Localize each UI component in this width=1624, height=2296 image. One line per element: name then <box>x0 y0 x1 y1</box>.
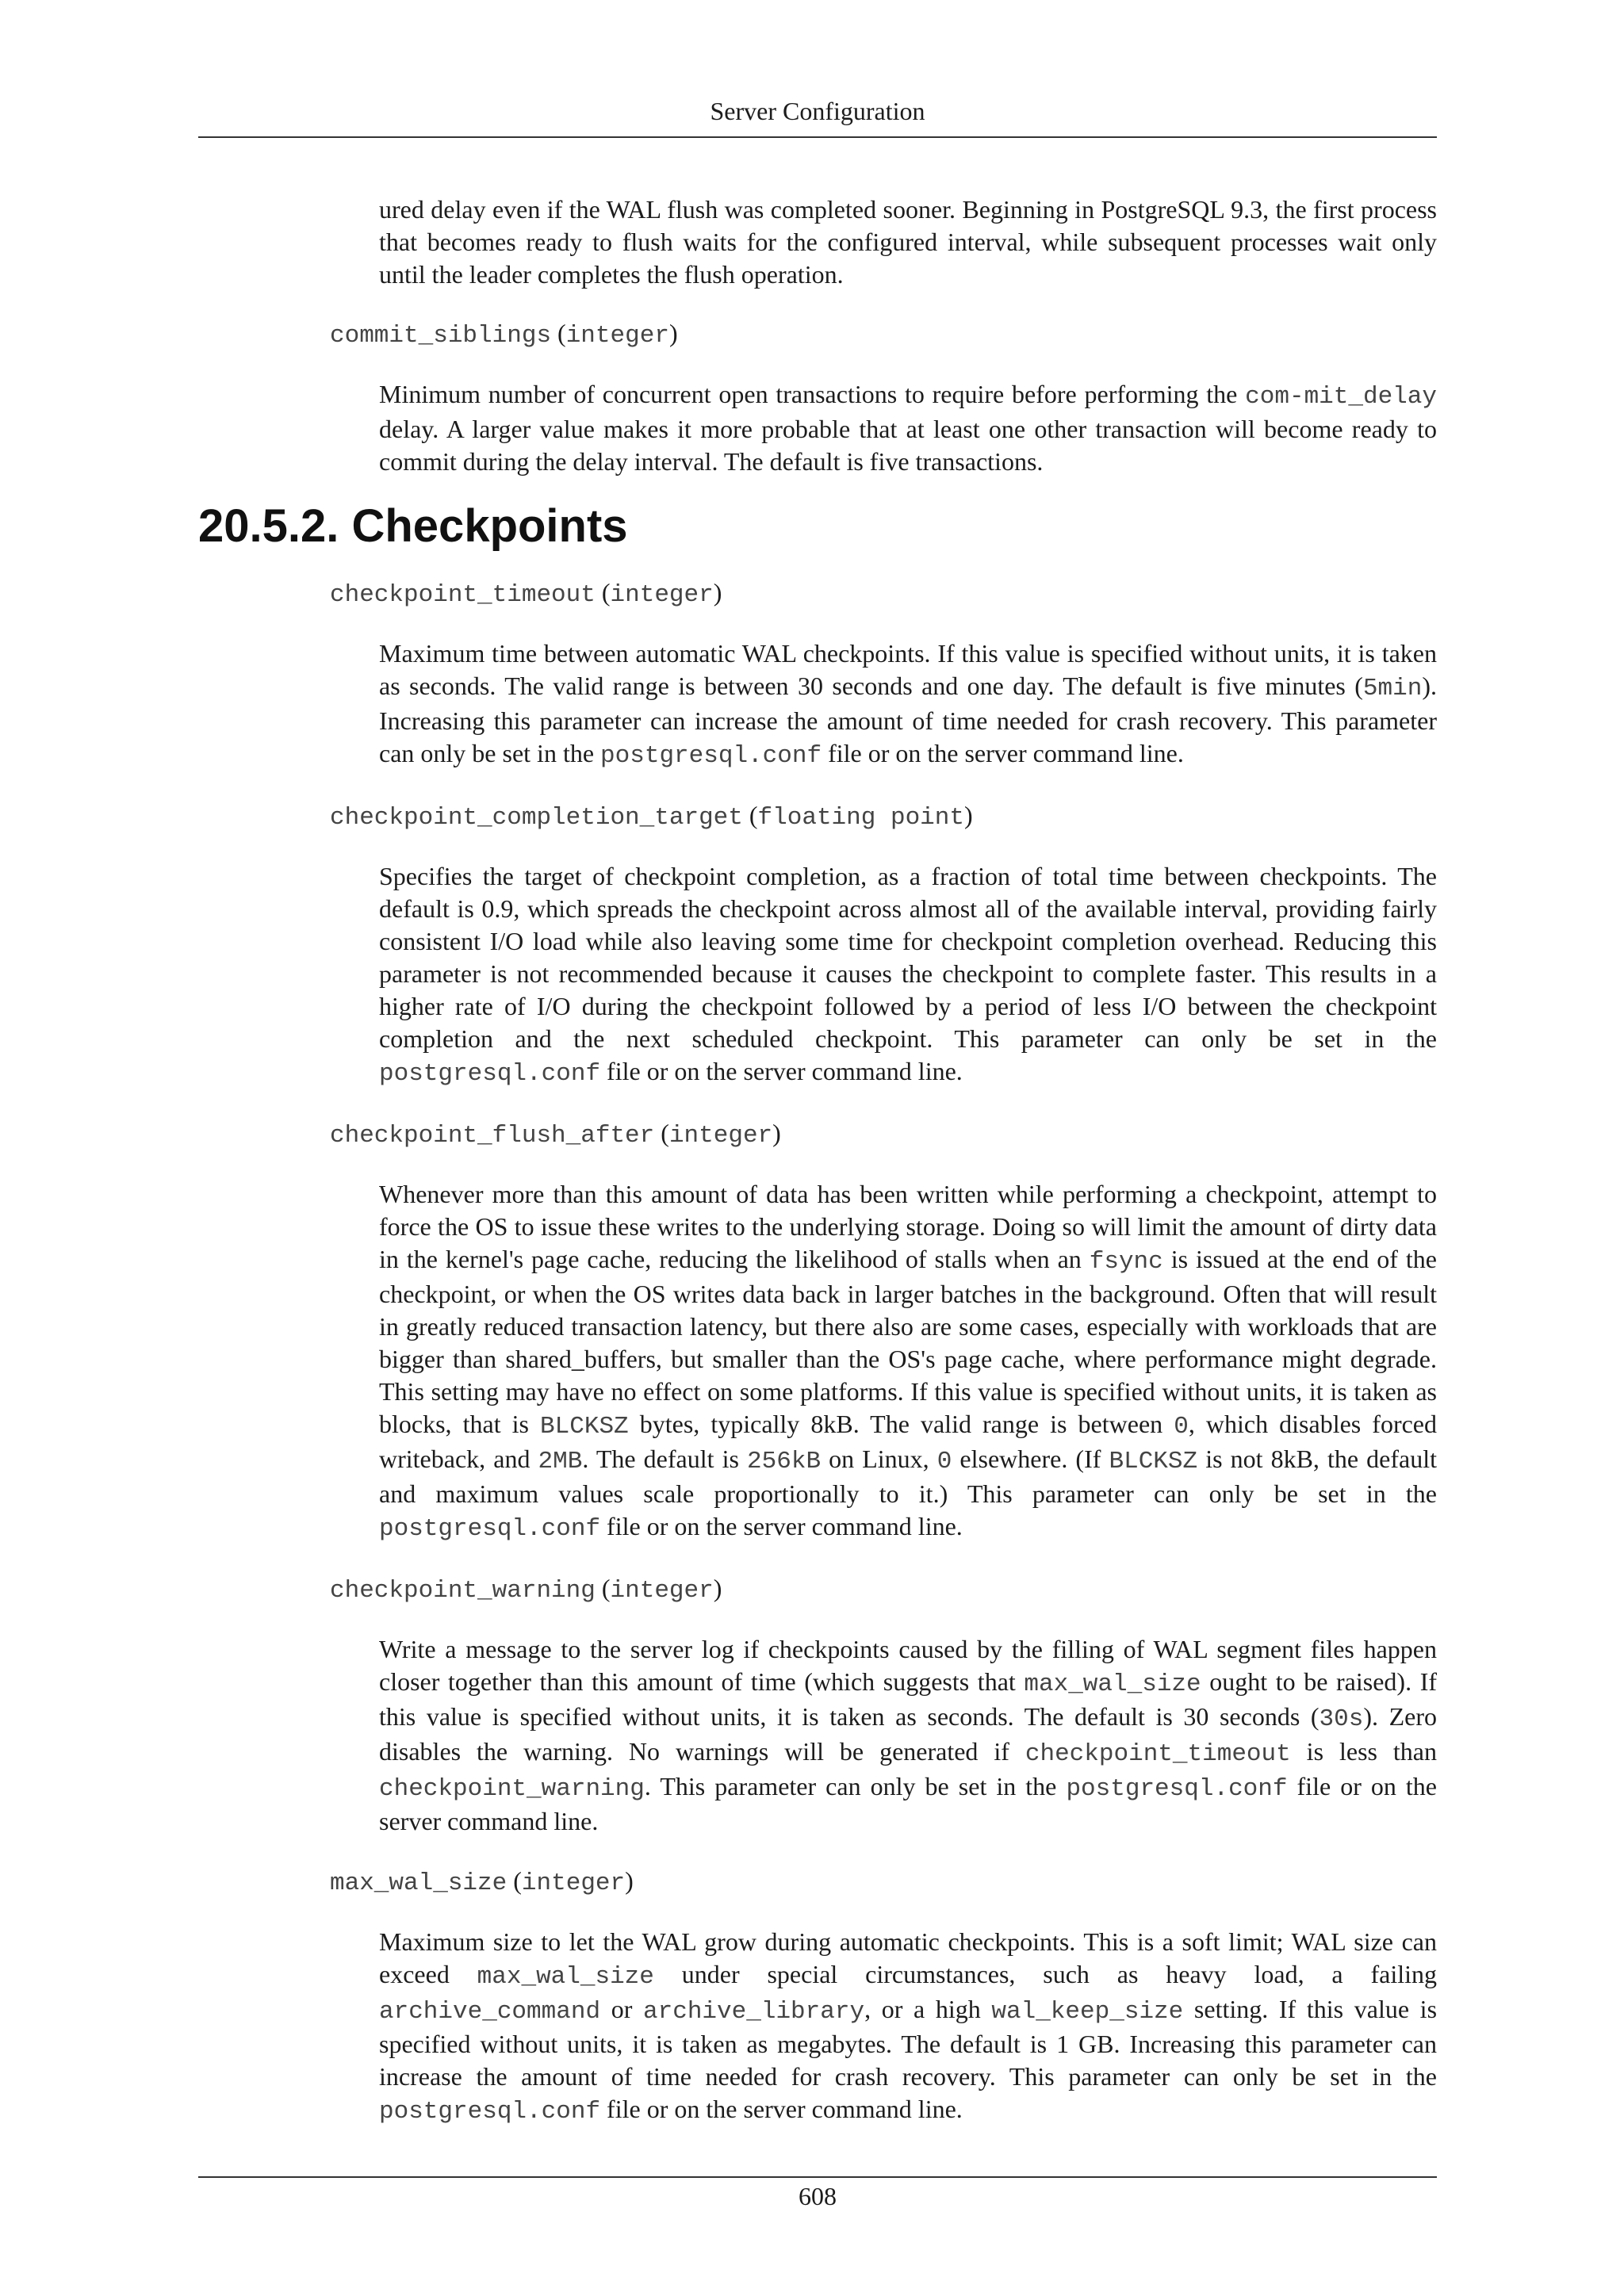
desc-text: Maximum time between automatic WAL checkpoints. If this value is specified without units, it is taken as seconds. The valid range is between 30 seconds and one day. The default is five minutes ( <box>379 639 1437 700</box>
desc-text: or <box>600 1995 644 2023</box>
desc-text: . This parameter can only be set in the <box>644 1772 1067 1800</box>
param-name: checkpoint_flush_after <box>330 1122 655 1150</box>
desc-text: elsewhere. (If <box>952 1445 1109 1473</box>
inline-code: com-​mit_delay <box>1245 383 1437 411</box>
desc-text: is less than <box>1290 1737 1438 1766</box>
inline-code: fsync <box>1089 1248 1163 1276</box>
running-header: Server Configuration <box>710 97 925 125</box>
inline-code: BLCKSZ <box>1109 1448 1198 1475</box>
desc-text: is not 8kB, the default and maximum values scale proportionally to it.) This parameter can only be set in the <box>379 1445 1438 1508</box>
desc-text: file or on the server command line. <box>379 1772 1438 1835</box>
header-rule <box>198 136 1437 138</box>
desc-text: file or on the server command line. <box>600 2095 963 2123</box>
inline-code: checkpoint_warning <box>379 1775 645 1803</box>
param-type: integer <box>565 322 669 350</box>
desc-text: . The default is <box>582 1445 748 1473</box>
param-term-checkpoint-completion-target: checkpoint_completion_target (floating point) <box>330 801 973 832</box>
inline-code: 30s <box>1319 1705 1364 1733</box>
desc-text: Whenever more than this amount of data has been written while performing a checkpoint, attempt to force the OS to issue these writes to the underlying storage. Doing so will limit the amount of dirty data in the kernel's page cache, reducing the likelihood of stalls when an <box>379 1180 1437 1273</box>
param-term-commit-siblings: commit_siblings (integer) <box>330 319 678 350</box>
param-type: integer <box>610 581 714 609</box>
desc-text: , which disables forced writeback, and <box>379 1410 1438 1473</box>
inline-code: BLCKSZ <box>540 1413 629 1441</box>
desc-text: under special circumstances, such as heavy load, a failing <box>653 1960 1437 1988</box>
section-heading: 20.5.2. Checkpoints <box>198 500 628 552</box>
param-name: max_wal_size <box>330 1869 508 1897</box>
inline-code: 2MB <box>538 1448 583 1475</box>
desc-text: Write a message to the server log if checkpoints caused by the filling of WAL segment files happen closer together than this amount of time (which suggests that <box>379 1635 1437 1696</box>
desc-text: ). Zero disables the warning. No warnings will be generated if <box>379 1702 1438 1766</box>
desc-text: file or on the server command line. <box>822 739 1184 767</box>
page-content <box>198 193 1437 2128</box>
intro-text: ured delay even if the WAL flush was completed sooner. Beginning in PostgreSQL 9.3, the first process that becomes ready to flush waits for the configured interval, while subsequent processes wait only until the leader completes the flush operation. <box>379 195 1437 289</box>
param-name: checkpoint_timeout <box>330 581 596 609</box>
inline-code: postgresql.conf <box>600 742 822 770</box>
param-desc-checkpoint-completion-target <box>379 860 1437 1090</box>
inline-code: max_wal_size <box>477 1963 654 1991</box>
inline-code: postgresql.conf <box>1066 1775 1288 1803</box>
footer-rule <box>198 2176 1437 2178</box>
desc-text: ought to be raised). If this value is specified without units, it is taken as seconds. The default is 30 seconds ( <box>379 1667 1438 1731</box>
param-name: commit_siblings <box>330 322 552 350</box>
param-term-checkpoint-flush-after: checkpoint_flush_after (integer) <box>330 1119 781 1150</box>
param-desc-checkpoint-warning <box>379 1633 1437 1838</box>
param-term-max-wal-size: max_wal_size (integer) <box>330 1866 634 1897</box>
inline-code: postgresql.conf <box>379 2098 601 2126</box>
param-type: integer <box>610 1577 714 1605</box>
param-desc-checkpoint-flush-after <box>379 1178 1437 1545</box>
desc-text: ). Increasing this parameter can increase the amount of time needed for crash recovery. This parameter can only be set in the <box>379 672 1437 767</box>
desc-text: setting. If this value is specified without units, it is taken as megabytes. The default is 1 GB. Increasing this parameter can increase the amount of time needed for crash recovery. This parameter can only be set in the <box>379 1995 1438 2091</box>
desc-text: file or on the server command line. <box>600 1057 963 1085</box>
inline-code: postgresql.conf <box>379 1060 601 1088</box>
inline-code: archive_library <box>643 1998 865 2026</box>
desc-text: , or a high <box>864 1995 992 2023</box>
inline-code: wal_keep_size <box>991 1998 1184 2026</box>
inline-code: postgresql.conf <box>379 1515 601 1543</box>
inline-code: 0 <box>936 1448 952 1475</box>
param-desc-checkpoint-timeout <box>379 637 1437 772</box>
desc-text: is issued at the end of the checkpoint, or when the OS writes data back in larger batches in the background. Often that will result in greatly reduced transaction latency, but there also are some cases, especially with workloads that are bigger than shared_buffers, but smaller than the OS's page cache, where performance might degrade. This setting may have no effect on some platforms. If this value is specified without units, it is taken as blocks, that is <box>379 1245 1438 1438</box>
inline-code: max_wal_size <box>1024 1670 1201 1698</box>
param-type: integer <box>521 1869 626 1897</box>
desc-text: Maximum size to let the WAL grow during automatic checkpoints. This is a soft limit; WAL size can exceed <box>379 1927 1437 1988</box>
param-type: floating point <box>757 804 964 832</box>
inline-code: 5min <box>1362 675 1423 702</box>
inline-code: 0 <box>1174 1413 1189 1441</box>
intro-paragraph <box>379 193 1437 291</box>
desc-text: file or on the server command line. <box>600 1512 963 1540</box>
desc-text: on Linux, <box>821 1445 937 1473</box>
param-name: checkpoint_warning <box>330 1577 596 1605</box>
inline-code: checkpoint_timeout <box>1025 1740 1291 1768</box>
param-desc-commit-siblings <box>379 378 1437 478</box>
desc-text: Minimum number of concurrent open transactions to require before performing the <box>379 380 1246 408</box>
desc-text: Specifies the target of checkpoint completion, as a fraction of total time between checkpoints. The default is 0.9, which spreads the checkpoint across almost all of the available interval, providing fairly consistent I/O load while also leaving some time for checkpoint completion overhead. Reducing this parameter is not recommended because it causes the checkpoint to complete faster. This results in a higher rate of I/O during the checkpoint followed by a period of less I/O between the checkpoint completion and the next scheduled checkpoint. This parameter can only be set in the <box>379 862 1437 1053</box>
page-number: 608 <box>799 2182 837 2210</box>
param-term-checkpoint-warning: checkpoint_warning (integer) <box>330 1574 722 1605</box>
param-term-checkpoint-timeout: checkpoint_timeout (integer) <box>330 578 722 609</box>
param-type: integer <box>668 1122 773 1150</box>
desc-text: bytes, typically 8kB. The valid range is between <box>628 1410 1174 1438</box>
param-desc-max-wal-size <box>379 1926 1437 2128</box>
inline-code: 256kB <box>747 1448 822 1475</box>
inline-code: archive_command <box>379 1998 601 2026</box>
desc-text: delay. A larger value makes it more probable that at least one other transaction will become ready to commit during the delay interval. The default is five transactions. <box>379 415 1437 476</box>
param-name: checkpoint_completion_target <box>330 804 743 832</box>
